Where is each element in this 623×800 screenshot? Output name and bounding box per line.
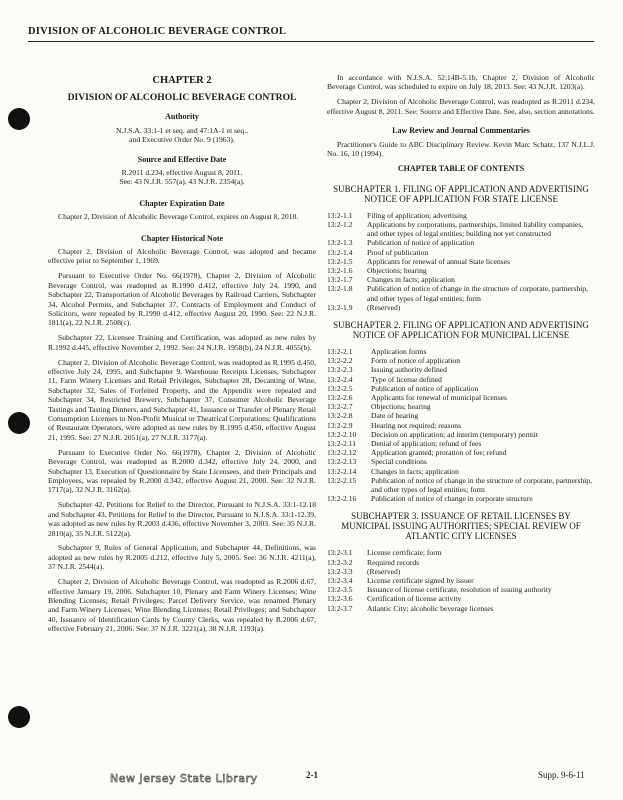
section-title: (Reserved) <box>367 302 401 312</box>
section-number: 13:2-1.9 <box>327 302 353 312</box>
section-title: Application granted; proration of fee; refund <box>371 448 507 458</box>
section-number: 13:2-3.2 <box>327 557 353 567</box>
header-rule <box>28 41 594 42</box>
chapter-title: DIVISION OF ALCOHOLIC BEVERAGE CONTROL <box>67 92 297 103</box>
running-header: DIVISION OF ALCOHOLIC BEVERAGE CONTROL <box>28 26 287 37</box>
section-title: Atlantic City; alcoholic beverage licenses <box>367 603 494 613</box>
section-title: Objections; hearing <box>367 265 427 275</box>
section-title: Changes in facts; application <box>367 275 455 285</box>
section-number: 13:2-2.16 <box>327 494 357 504</box>
subchapter-heading: SUBCHAPTER 2. FILING OF APPLICATION AND ADVERTISING NOTICE OF APPLICATION FOR MUNICIPAL LICENSE <box>333 319 589 340</box>
subchapter-heading: SUBCHAPTER 3. ISSUANCE OF RETAIL LICENSES BY MUNICIPAL ISSUING AUTHORITIES; SPECIAL REVIEW OF ATLANTIC CITY LICENSES <box>341 511 581 542</box>
section-number: 13:2-2.5 <box>327 383 353 393</box>
section-title: Application forms <box>371 346 427 356</box>
section-title: License certificate; form <box>367 548 442 558</box>
authority-line: N.J.S.A. 33:1-1 et seq. and 47:1A-1 et seq., <box>115 125 249 135</box>
section-title: Filing of application; advertising <box>367 210 467 220</box>
subchapter-section-list <box>327 347 595 503</box>
history-paragraph: Subchapter 9, Rules of General Application, and Subchapter 44, Definitions, was adopted as new rules by R.2005 d.212, effective July 5, 2005. See: 36 N.J.R. 4211(a), 37 N.J.R. 2544(a). <box>48 543 316 572</box>
section-number: 13:2-2.15 <box>327 475 357 485</box>
source-line: R.2011 d.234, effective August 8, 2011. <box>121 168 243 178</box>
section-number: 13:2-1.7 <box>327 275 353 285</box>
toc-entry <box>327 220 595 238</box>
toc-entry <box>327 266 595 275</box>
section-number: 13:2-2.6 <box>327 393 353 402</box>
section-number: 13:2-2.10 <box>327 429 357 439</box>
authority-heading: Authority <box>165 112 199 122</box>
toc-entry <box>327 257 595 266</box>
history-paragraph: Subchapter 42, Petitions for Relief to the Director, Pursuant to N.J.S.A. 33:1-12.18 and Subchapter 43, Petitions for Relief to the Director, Pursuant to N.J.S.A. 33:1-12.39, was adopted as new rules by R.2003 d.436, effective November 3, 2003. See: 35 N.J.R. 2810(a), 35 N.J.R. 5122(a). <box>48 500 316 538</box>
history-paragraph: Pursuant to Executive Order No. 66(1978), Chapter 2, Division of Alcoholic Beverage Control, was readopted as R.1990 d.412, effective July 24, 1990, and Subchapter 22, Transportation of Alcoholic Beverages by Railroad Carriers, Subchapter 34, Alcohol Permits, and Subchapter 37, Contracts of Employment and Conduct of Solicitors, were repealed by R.1990 d.412, effective August 20, 1990. See: 22 N.J.R. 1811(a), 22 N.J.R. 2508(c). <box>48 271 316 328</box>
section-title: (Reserved) <box>367 566 401 576</box>
section-title: Applicants for renewal of municipal licenses <box>371 393 508 402</box>
section-title: Type of license defined <box>371 374 442 384</box>
toc-entry <box>327 393 595 402</box>
section-title: License certificate signed by issuer <box>367 576 474 586</box>
toc-entry <box>327 604 595 613</box>
section-title: Hearing not required; reasons <box>371 420 462 430</box>
toc-entry <box>327 402 595 411</box>
toc-entry <box>327 384 595 393</box>
section-number: 13:2-3.1 <box>327 548 353 558</box>
section-number: 13:2-3.7 <box>327 603 353 613</box>
section-number: 13:2-2.2 <box>327 356 353 366</box>
toc-entry <box>327 356 595 365</box>
toc-heading: CHAPTER TABLE OF CONTENTS <box>397 164 525 174</box>
section-number: 13:2-3.3 <box>327 566 353 576</box>
punch-hole <box>8 108 30 130</box>
subchapter-section-list <box>327 548 595 612</box>
law-review-heading: Law Review and Journal Commentaries <box>392 126 530 136</box>
history-paragraph: Chapter 2, Division of Alcoholic Beverage Control, was adopted and became effective prior to September 1, 1969. <box>48 247 316 266</box>
subchapter-heading: SUBCHAPTER 1. FILING OF APPLICATION AND ADVERTISING NOTICE OF APPLICATION FOR STATE LICENSE <box>333 183 589 204</box>
section-number: 13:2-2.14 <box>327 466 357 476</box>
table-of-contents <box>327 184 595 613</box>
toc-entry <box>327 594 595 603</box>
toc-entry <box>327 576 595 585</box>
left-column <box>48 60 316 639</box>
history-paragraph: Pursuant to Executive Order No. 66(1978), Chapter 2, Division of Alcoholic Beverage Control, was readopted as R.2000 d.342, effective July 24, 2000, and Subchapter 13, Execution of Questionnaire by State Licensees, and their Principals and Employees, was repealed by R.2000 d.342, effective August 21, 2000. See: 32 N.J.R. 1717(a), 32 N.J.R. 3162(a). <box>48 447 316 495</box>
section-title: Required records <box>367 557 420 567</box>
toc-entry <box>327 457 595 466</box>
right-column <box>327 73 595 617</box>
section-number: 13:2-1.1 <box>327 210 353 220</box>
section-title: Issuance of license certificate, resolution of issuing authority <box>367 585 552 595</box>
section-number: 13:2-1.2 <box>327 219 353 229</box>
toc-entry <box>327 558 595 567</box>
authority-line: and Executive Order No. 9 (1963). <box>129 135 235 145</box>
section-title: Certification of license activity <box>367 594 462 604</box>
source-line: See: 43 N.J.R. 557(a), 43 N.J.R. 2354(a). <box>119 177 245 187</box>
section-title: Publication of notice of application <box>371 383 479 393</box>
section-number: 13:2-1.6 <box>327 265 353 275</box>
section-number: 13:2-2.9 <box>327 420 353 430</box>
expiration-heading: Chapter Expiration Date <box>139 198 225 208</box>
toc-entry <box>327 585 595 594</box>
section-number: 13:2-1.3 <box>327 238 353 248</box>
toc-entry <box>327 284 595 302</box>
section-title: Form of notice of application <box>371 356 460 366</box>
punch-hole <box>8 412 30 434</box>
section-title: Applications by corporations, partnerships, limited liability companies, and other types of legal entities; building not yet constructed <box>367 219 584 239</box>
page-number: 2-1 <box>306 770 318 780</box>
section-number: 13:2-1.8 <box>327 284 353 294</box>
section-number: 13:2-3.6 <box>327 594 353 604</box>
section-title: Publication of notice of change in the structure of corporate, partnership, and other types of legal entities; form <box>367 284 588 303</box>
toc-entry <box>327 248 595 257</box>
intro-paragraph: Chapter 2, Division of Alcoholic Beverage Control, was readopted as R.2011 d.234, effective August 8, 2011. See: Source and Effective Date. See, also, section annotations. <box>327 97 595 116</box>
toc-entry <box>327 211 595 220</box>
section-number: 13:2-3.5 <box>327 585 353 595</box>
section-title: Applicants for renewal of annual State licenses <box>367 256 510 266</box>
punch-hole <box>8 706 30 728</box>
toc-entry <box>327 476 595 494</box>
subchapter-section-list <box>327 211 595 312</box>
source-heading: Source and Effective Date <box>137 154 227 164</box>
section-number: 13:2-1.5 <box>327 256 353 266</box>
history-paragraph: Subchapter 22, Licensee Training and Certification, was adopted as new rules by R.1992 d.445, effective November 2, 1992. See: 24 N.J.R. 1958(b), 24 N.J.R. 4055(b). <box>48 333 316 352</box>
section-number: 13:2-2.12 <box>327 448 357 458</box>
section-number: 13:2-2.1 <box>327 346 353 356</box>
history-paragraph: Chapter 2, Division of Alcoholic Beverage Control, was readopted as R.1995 d.450, effective July 24, 1995, and Subchapter 9, Warehouse Receipts Licenses, Subchapter 11, Farm Winery Licenses and Retail Privileges, Subchapter 28, Decanting of Wine, Subchapter 32, Sales of Forfeited Property, and the Appendix were repealed and Subchapter 34, Restricted Brewery, Subchapter 37, Consumer Alcoholic Beverage Tastings and Tasting Dinners, and Subchapter 41, Issuance or Transfer of Plenary Retail Consumption Licenses to Non-Profit Musical or Theatrical Corporations; Qualifications of Restaurant Operators, were adopted as new rules by R.1995 d.450, effective August 21, 1995. See: 27 N.J.R. 2051(a), 27 N.J.R. 3177(a). <box>48 357 316 442</box>
toc-entry <box>327 439 595 448</box>
toc-entry <box>327 548 595 557</box>
supplement-date: Supp. 9-6-11 <box>538 770 585 780</box>
section-number: 13:2-2.3 <box>327 365 353 375</box>
section-number: 13:2-2.7 <box>327 402 353 412</box>
intro-paragraph: In accordance with N.J.S.A. 52:14B-5.1b, Chapter 2, Division of Alcoholic Beverage Control, was scheduled to expire on July 18, 2013. See: 43 N.J.R. 1203(a). <box>327 73 595 92</box>
section-title: Special conditions <box>371 457 427 467</box>
toc-entry <box>327 365 595 374</box>
section-number: 13:2-2.11 <box>327 439 357 449</box>
section-title: Changes in facts; application <box>371 466 459 476</box>
toc-entry <box>327 567 595 576</box>
section-title: Publication of notice of change in the structure of corporate, partnership, and other types of legal entities; form <box>371 475 592 495</box>
section-number: 13:2-1.4 <box>327 247 353 257</box>
section-number: 13:2-2.4 <box>327 374 353 384</box>
law-review-text: Practitioner's Guide to ABC Disciplinary Review. Kevin Marc Schatz, 137 N.J.L.J. No. 16, 10 (1994). <box>327 139 595 158</box>
section-title: Proof of publication <box>367 247 429 257</box>
toc-entry <box>327 448 595 457</box>
history-heading: Chapter Historical Note <box>140 233 224 243</box>
toc-entry <box>327 494 595 503</box>
section-title: Date of hearing <box>371 411 419 421</box>
expiration-text: Chapter 2, Division of Alcoholic Beverage Control, expires on August 8, 2018. <box>58 212 299 222</box>
section-title: Denial of application; refund of fees <box>371 439 482 449</box>
section-title: Issuing authority defined <box>371 365 447 375</box>
section-number: 13:2-2.8 <box>327 411 353 421</box>
toc-entry <box>327 430 595 439</box>
toc-entry <box>327 375 595 384</box>
toc-entry <box>327 275 595 284</box>
section-title: Decision on application; ad interim (temporary) permit <box>371 429 539 439</box>
toc-entry <box>327 411 595 420</box>
section-number: 13:2-2.13 <box>327 457 357 467</box>
toc-entry <box>327 467 595 476</box>
toc-entry <box>327 238 595 247</box>
section-title: Publication of notice of application <box>367 238 475 248</box>
chapter-number: CHAPTER 2 <box>152 75 212 86</box>
section-title: Objections; hearing <box>371 402 431 412</box>
section-title: Publication of notice of change in corporate structure <box>371 494 533 504</box>
toc-entry <box>327 421 595 430</box>
toc-entry <box>327 303 595 312</box>
toc-entry <box>327 347 595 356</box>
section-number: 13:2-3.4 <box>327 576 353 586</box>
history-paragraph: Chapter 2, Division of Alcoholic Beverage Control, was readopted as R.2006 d.67, effective January 19, 2006. Subchapter 10, Plenary and Farm Winery Licenses; Wine Blending Licenses; Retail Privileges; Parcel Delivery Service, was renamed Plenary and Farm Winery Licenses; Wine Blending Licenses; Retail Privileges; and Subchapter 40, Issuance of Identification Cards by County Clerks, was repealed by R.2006 d.67, effective February 21, 2006. See: 37 N.J.R. 3221(a), 38 N.J.R. 1193(a). <box>48 577 316 634</box>
library-watermark: New Jersey State Library <box>110 772 258 785</box>
